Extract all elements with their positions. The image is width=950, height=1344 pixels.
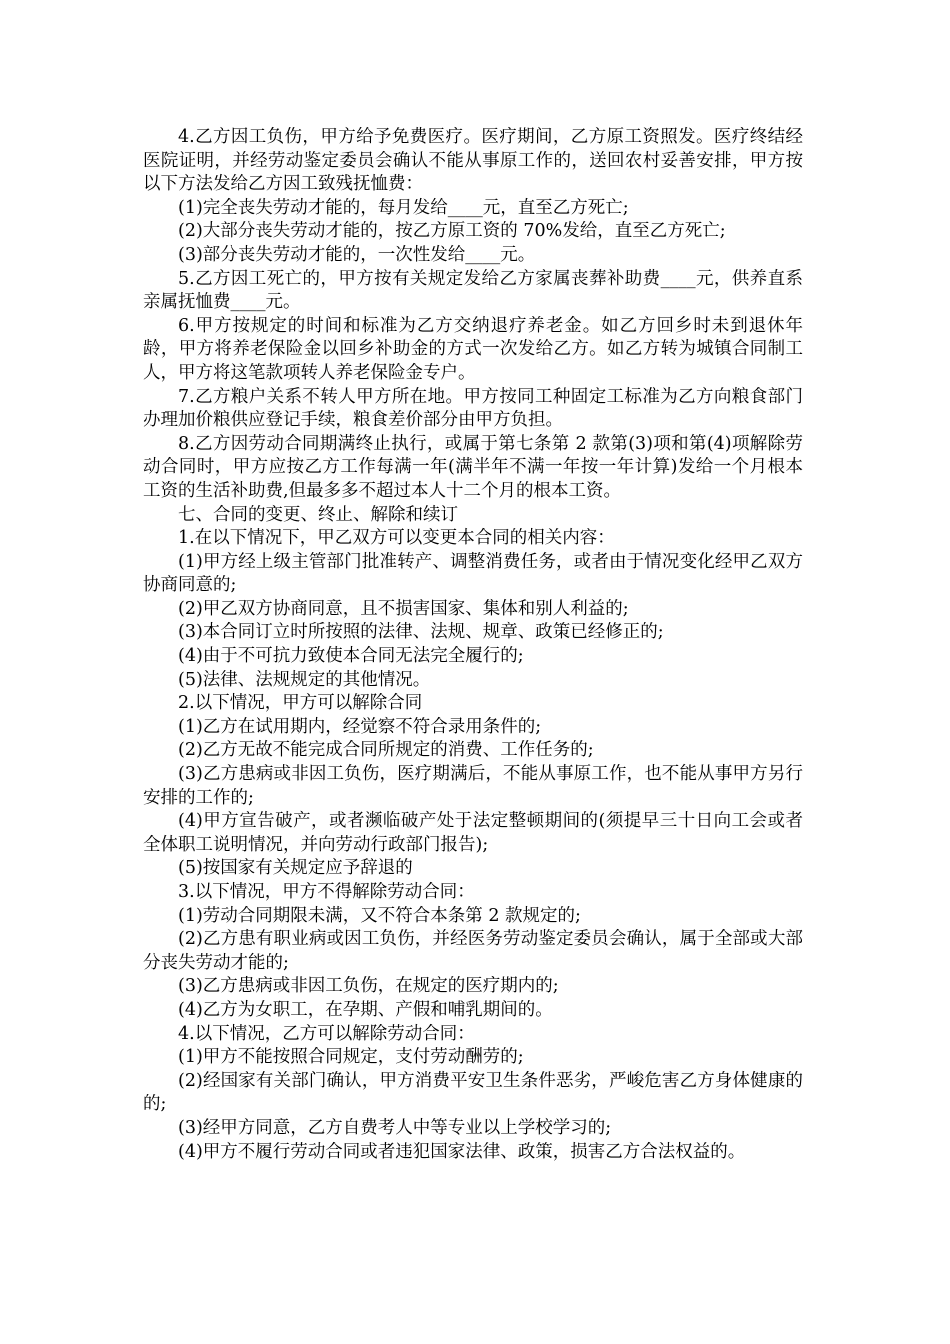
paragraph-employee-termination: 4.以下情况，乙方可以解除劳动合同：	[178, 1023, 475, 1044]
list-item-prohibited-2: (2)乙方患有职业病或因工负伤，并经医务劳动鉴定委员会确认，属于全部或大部分丧失劳动才能的;	[143, 929, 803, 973]
paragraph-pension: 6.甲方按规定的时间和标准为乙方交纳退疗养老金。如乙方回乡时未到退休年龄，甲方将养老保险金以回乡补助金的方式一次发给乙方。如乙方转为城镇合同制工人，甲方将这笔款项转人养老保险金专户。	[143, 315, 803, 383]
list-item-prohibited-1: (1)劳动合同期限未满，又不符合本条第 2 款规定的;	[178, 905, 581, 926]
paragraph-work-death: 5.乙方因工死亡的，甲方按有关规定发给乙方家属丧葬补助费____元，供养直系亲属抚恤费____元。	[143, 268, 803, 313]
paragraph-item-major-disability: (2)大部分丧失劳动才能的，按乙方原工资的 70%发给，直至乙方死亡;	[178, 221, 726, 242]
list-item-employer-termination-4: (4)甲方宣告破产，或者濒临破产处于法定整顿期间的(须提早三十日向工会或者全体职工说明情况，并向劳动行政部门报告);	[143, 811, 803, 855]
list-item-change-5: (5)法律、法规规定的其他情况。	[178, 669, 431, 690]
section-heading-contract-changes: 七、合同的变更、终止、解除和续订	[178, 504, 458, 525]
list-item-employee-termination-3: (3)经甲方同意，乙方自费考人中等专业以上学校学习的;	[178, 1117, 612, 1138]
list-item-prohibited-4: (4)乙方为女职工，在孕期、产假和哺乳期间的。	[178, 999, 553, 1020]
list-item-change-1: (1)甲方经上级主管部门批准转产、调整消费任务，或者由于情况变化经甲乙双方协商同意的;	[143, 551, 803, 596]
paragraph-injury-treatment: 4.乙方因工负伤，甲方给予免费医疗。医疗期间，乙方原工资照发。医疗终结经医院证明，并经劳动鉴定委员会确认不能从事原工作的，送回农村妥善安排，甲方按以下方法发给乙方因工致残抚恤费：	[143, 127, 803, 195]
list-item-employer-termination-1: (1)乙方在试用期内，经觉察不符合录用条件的;	[178, 716, 542, 737]
paragraph-employer-termination: 2.以下情况，甲方可以解除合同	[178, 693, 423, 714]
list-item-prohibited-3: (3)乙方患病或非因工负伤，在规定的医疗期内的;	[178, 976, 559, 997]
list-item-employer-termination-3: (3)乙方患病或非因工负伤，医疗期满后，不能从事原工作，也不能从事甲方另行安排的工作的;	[143, 764, 803, 808]
list-item-employee-termination-4: (4)甲方不履行劳动合同或者违犯国家法律、政策，损害乙方合法权益的。	[178, 1141, 746, 1162]
list-item-change-3: (3)本合同订立时所按照的法律、法规、规章、政策已经修正的;	[178, 622, 664, 643]
list-item-change-4: (4)由于不可抗力致使本合同无法完全履行的;	[178, 646, 524, 667]
list-item-employee-termination-2: (2)经国家有关部门确认，甲方消费平安卫生条件恶劣，严峻危害乙方身体健康的的;	[143, 1070, 803, 1115]
paragraph-living-subsidy: 8.乙方因劳动合同期满终止执行，或属于第七条第 2 款第(3)项和第(4)项解除劳动合同时，甲方应按乙方工作每满一年(满半年不满一年按一年计算)发给一个月根本工资的生活补助费,但最多多不超过本人十二个月的根本工资。	[143, 433, 803, 501]
list-item-employer-termination-2: (2)乙方无故不能完成合同所规定的消费、工作任务的;	[178, 740, 594, 761]
paragraph-change-conditions: 1.在以下情况下，甲乙双方可以变更本合同的相关内容：	[178, 528, 615, 549]
paragraph-termination-prohibited: 3.以下情况，甲方不得解除劳动合同：	[178, 882, 475, 902]
document-body	[143, 126, 803, 1164]
list-item-employee-termination-1: (1)甲方不能按照合同规定，支付劳动酬劳的;	[178, 1047, 524, 1068]
paragraph-item-partial-disability: (3)部分丧失劳动才能的，一次性发给____元。	[178, 244, 536, 265]
list-item-employer-termination-5: (5)按国家有关规定应予辞退的	[178, 858, 413, 879]
paragraph-grain-household: 7.乙方粮户关系不转人甲方所在地。甲方按同工种固定工标准为乙方向粮食部门办理加价粮供应登记手续，粮食差价部分由甲方负担。	[143, 386, 803, 431]
paragraph-item-total-disability: (1)完全丧失劳动才能的，每月发给____元，直至乙方死亡;	[178, 197, 629, 218]
list-item-change-2: (2)甲乙双方协商同意，且不损害国家、集体和别人利益的;	[178, 598, 629, 619]
